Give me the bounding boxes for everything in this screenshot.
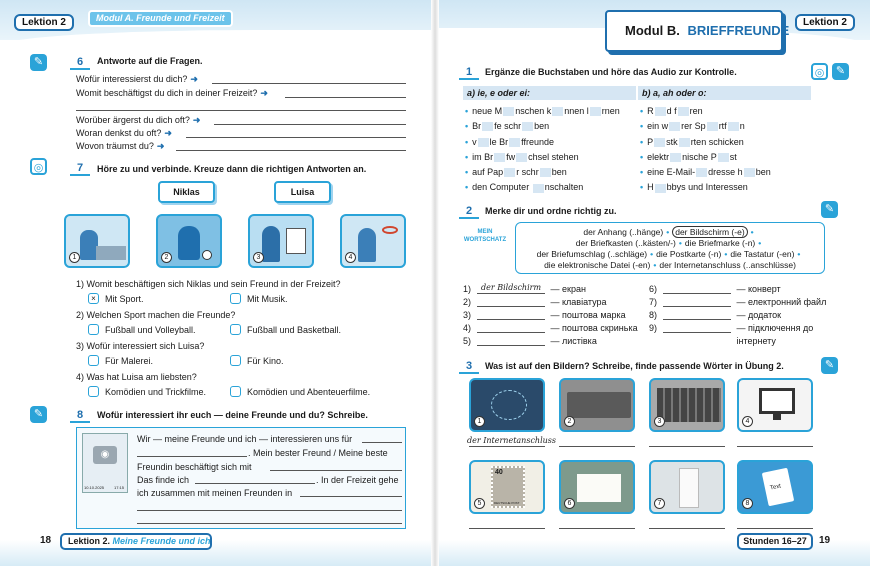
arrow-icon: ➜ (190, 74, 198, 84)
b-item (640, 104, 810, 119)
task-6-q5: Wovon träumst du? ➜ (76, 141, 165, 151)
a-item (465, 180, 635, 195)
task-2-title: Merke dir und ordne richtig zu. (485, 206, 617, 216)
letter-gap-input[interactable] (669, 122, 680, 131)
vocab-word: der Internetanschluss (..anschlüsse) (659, 260, 796, 270)
phone-time: 17:15 (114, 485, 125, 490)
answer-line[interactable] (186, 137, 406, 138)
translation-text: — поштова скринька (548, 323, 638, 333)
answer-line[interactable] (469, 446, 545, 447)
letter-gap-input[interactable] (655, 107, 666, 116)
translation-text: — екран (548, 284, 586, 294)
letter-gap-input[interactable] (540, 168, 551, 177)
letter-gap-input[interactable] (678, 107, 689, 116)
word-fragment: fw (506, 151, 516, 162)
vocab-word: der Anhang (..hänge) (583, 227, 664, 237)
task-6-title: Antworte auf die Fragen. (97, 56, 203, 66)
word-fragment: nnen l (564, 106, 589, 116)
handwritten-answer: der Bildschirm (481, 283, 542, 292)
pencil-icon: ✎ (30, 406, 47, 423)
picture-number: 3 (654, 416, 665, 427)
checkbox-4a[interactable] (88, 386, 99, 397)
translation-row (649, 297, 826, 309)
picture-number: 2 (161, 252, 172, 263)
word-fragment: H (647, 182, 654, 193)
bullet-icon: • (465, 151, 469, 162)
name-box-niklas: Niklas (158, 181, 215, 203)
answer-line[interactable] (137, 523, 402, 524)
translation-row (649, 284, 781, 296)
letter-gap-input[interactable] (482, 122, 493, 131)
a-item (465, 150, 635, 165)
translation-text: інтернету (734, 336, 776, 346)
word-fragment: v (472, 136, 477, 147)
arrow-icon: ➜ (156, 141, 165, 151)
bullet-icon: • (465, 167, 469, 178)
translation-text: — електронний файл (734, 297, 827, 307)
answer-line[interactable] (649, 446, 725, 447)
answer-1b: Mit Musik. (247, 294, 288, 304)
a-item (465, 104, 635, 119)
word-fragment: le Br (489, 136, 509, 147)
word-fragment: ren (689, 106, 703, 116)
bullet-icon: • (465, 182, 469, 193)
phone-date: 10.10.2025 (84, 485, 105, 490)
vocab-word: die elektronische Datei (-en) (544, 260, 651, 270)
vocab-word: die Briefmarke (-n) (684, 238, 756, 248)
pencil-icon: ✎ (821, 357, 838, 374)
a-item (465, 119, 635, 134)
answer-blank[interactable] (663, 323, 731, 333)
picture-number: 1 (69, 252, 80, 263)
vocab-word: die Tastatur (-en) (730, 249, 795, 259)
bullet-icon: • (640, 167, 644, 178)
word-fragment: ben (551, 167, 567, 178)
right-lektion-tab: Lektion 2 (795, 14, 855, 31)
answer-4b: Komödien und Abenteuerfilme. (247, 387, 371, 397)
word-fragment: fe schr (494, 121, 522, 132)
camera-icon: ◉ (93, 446, 117, 464)
answer-blank[interactable] (477, 310, 545, 320)
handwritten-answer: der Internetanschluss (467, 436, 556, 445)
task-8-title: Wofür interessiert ihr euch — deine Freunde und du? Schreibe. (97, 410, 368, 420)
task-8-line-3: Freundin beschäftigt sich mit (137, 462, 252, 472)
picture-number: 5 (474, 498, 485, 509)
word-fragment: Br (472, 121, 482, 132)
pencil-icon: ✎ (832, 63, 849, 80)
translation-row (463, 323, 638, 335)
picture-4 (737, 378, 813, 432)
answer-blank[interactable] (477, 284, 545, 294)
answer-blank[interactable] (663, 284, 731, 294)
arrow-icon: ➜ (164, 128, 172, 138)
answer-2b: Fußball und Basketball. (247, 325, 342, 335)
task-6-q2: Womit beschäftigst du dich in deiner Freizeit? ➜ (76, 88, 268, 98)
word-fragment: P (647, 136, 654, 147)
picture-2 (559, 378, 635, 432)
badge-line-2: WORTSCHATZ (463, 237, 507, 243)
answer-line[interactable] (137, 510, 402, 511)
letter-gap-input[interactable] (516, 153, 527, 162)
vocab-word: der Briefumschlag (..schläge) (536, 249, 648, 259)
book-gutter (431, 0, 439, 566)
picture-number: 6 (564, 498, 575, 509)
vocab-row-4: die elektronische Datei (-en) • der Internetanschluss (..anschlüsse) (544, 260, 796, 270)
translation-text: — поштова марка (548, 310, 626, 320)
audio-icon[interactable]: ◎ (811, 63, 828, 80)
answer-1a: Mit Sport. (105, 294, 144, 304)
letter-gap-input[interactable] (707, 122, 718, 131)
row-number: 9) (649, 323, 658, 333)
boy-illustration (358, 228, 376, 262)
player-illustration (178, 226, 200, 260)
letter-gap-input[interactable] (696, 168, 707, 177)
word-fragment: R (647, 106, 654, 116)
translation-text: — підключення до (734, 323, 814, 333)
letter-gap-input[interactable] (509, 138, 520, 147)
word-fragment: ben (755, 167, 771, 178)
word-fragment: rten schicken (690, 136, 744, 147)
picture-3 (649, 378, 725, 432)
answer-line[interactable] (469, 528, 545, 529)
picture-number: 4 (742, 416, 753, 427)
stamp-text: DEUTSCHE POST (494, 501, 520, 505)
answer-blank[interactable] (663, 310, 731, 320)
picture-number: 8 (742, 498, 753, 509)
task-8-line-6: ich zusammen mit meinen Freunden in (137, 488, 293, 498)
file-label: Text (769, 483, 782, 492)
letter-gap-input[interactable] (552, 107, 563, 116)
pencil-icon: ✎ (30, 54, 47, 71)
letter-gap-input[interactable] (654, 138, 665, 147)
letter-gap-input[interactable] (655, 184, 666, 193)
task-8-line-2: . Mein bester Freund / Meine beste (248, 448, 388, 458)
answer-line[interactable] (214, 124, 406, 125)
word-fragment: elektr (647, 151, 670, 162)
footer-lektion: Lektion 2. (68, 536, 111, 546)
letter-gap-input[interactable] (728, 122, 739, 131)
translation-row (463, 310, 626, 322)
word-fragment: den Computer (472, 182, 532, 193)
word-fragment: r schr (516, 167, 539, 178)
picture-number: 2 (564, 416, 575, 427)
task-3-title: Was ist auf den Bildern? Schreibe, finde passende Wörter in Übung 2. (485, 361, 784, 371)
bullet-icon: • (640, 106, 644, 116)
letter-gap-input[interactable] (533, 184, 544, 193)
task-3-number: 3 (459, 358, 479, 374)
row-number: 8) (649, 310, 658, 320)
column-header-b: b) a, ah oder o: (638, 86, 811, 100)
monitor-stand (773, 414, 781, 420)
picture-number: 1 (474, 416, 485, 427)
column-header-a: a) ie, e oder ei: (463, 86, 636, 100)
translation-row (649, 323, 813, 335)
task-1-number: 1 (459, 64, 479, 80)
pencil-icon: ✎ (821, 201, 838, 218)
left-lektion-tab: Lektion 2 (14, 14, 74, 31)
answer-line[interactable] (285, 97, 406, 98)
stunden-tab: Stunden 16–27 (737, 533, 813, 550)
word-fragment: eine E-Mail- (647, 167, 696, 178)
bullet-icon: • (465, 136, 469, 147)
task-6-number: 6 (70, 54, 90, 70)
task-1-title: Ergänze die Buchstaben und höre das Audio zur Kontrolle. (485, 67, 737, 77)
answer-line[interactable] (649, 528, 725, 529)
task-7-q4: 4) Was hat Luisa am liebsten? (76, 372, 197, 382)
stamp-illustration (491, 466, 525, 508)
answer-line[interactable] (76, 110, 406, 111)
task-7-title: Höre zu und verbinde. Kreuze dann die richtigen Antworten an. (97, 164, 367, 174)
checkbox-1b[interactable] (230, 293, 241, 304)
picture-8 (737, 460, 813, 514)
picture-number: 4 (345, 252, 356, 263)
task-8-line-5: . In der Freizeit gehe (316, 475, 399, 485)
word-fragment: rtf (718, 121, 727, 132)
picture-number: 7 (654, 498, 665, 509)
b-item (640, 135, 810, 150)
girl-illustration (262, 226, 280, 262)
right-page (439, 0, 870, 566)
picture-4 (340, 214, 406, 268)
modul-b-label: Modul B. (625, 23, 680, 38)
checkbox-4b[interactable] (230, 386, 241, 397)
letter-gap-input[interactable] (670, 153, 681, 162)
letter-gap-input[interactable] (503, 107, 514, 116)
word-fragment: rer Sp (681, 121, 706, 132)
picture-6 (559, 460, 635, 514)
picture-5 (469, 460, 545, 514)
row-number: 6) (649, 284, 658, 294)
letter-gap-input[interactable] (478, 138, 489, 147)
letter-gap-input[interactable] (522, 122, 533, 131)
word-fragment: dresse h (708, 167, 743, 178)
postcard-illustration (679, 468, 699, 508)
picture-2 (156, 214, 222, 268)
b-item (640, 165, 810, 180)
vocab-word: die Postkarte (-n) (656, 249, 722, 259)
answer-3a: Für Malerei. (105, 356, 154, 366)
wortschatz-badge (461, 228, 509, 244)
translation-text: — додаток (734, 310, 782, 320)
answer-line[interactable] (737, 446, 813, 447)
vocabulary-box (515, 222, 825, 274)
page-number-right: 19 (819, 535, 831, 546)
footer-title: Meine Freunde und ich (112, 536, 211, 546)
word-fragment: auf Pap (472, 167, 504, 178)
picture-7 (649, 460, 725, 514)
column-a-list (465, 104, 635, 196)
answer-3b: Für Kino. (247, 356, 284, 366)
left-footer-tab (60, 533, 212, 550)
vocab-word: der Briefkasten (..kästen/-) (575, 238, 676, 248)
task-6-q3: Worüber ärgerst du dich oft? ➜ (76, 115, 201, 125)
vocab-word-circled: der Bildschirm (-e) (672, 226, 747, 238)
keyboard-illustration (657, 388, 721, 422)
answer-blank[interactable] (477, 297, 545, 307)
easel-illustration (286, 228, 306, 254)
checkbox-1a[interactable]: × (88, 293, 99, 304)
desk-illustration (96, 246, 126, 260)
answer-line[interactable] (362, 442, 402, 443)
b-item (640, 180, 810, 195)
page-number-left: 18 (40, 535, 52, 546)
vocab-row-1: der Anhang (..hänge) • der Bildschirm (-e) • (583, 227, 754, 237)
translation-row (463, 336, 597, 348)
translation-row (463, 297, 607, 309)
answer-blank[interactable] (477, 336, 545, 346)
a-item (465, 165, 635, 180)
answer-2a: Fußball und Volleyball. (105, 325, 196, 335)
letter-gap-input[interactable] (718, 153, 729, 162)
answer-blank[interactable] (477, 323, 545, 333)
mailbox-illustration (567, 392, 631, 418)
file-illustration (762, 468, 795, 507)
word-fragment: n (739, 121, 745, 132)
answer-blank[interactable] (663, 297, 731, 307)
hoop-illustration (382, 226, 398, 234)
word-fragment: nschalten (544, 182, 584, 193)
word-fragment: bbys und Interessen (666, 182, 748, 193)
translation-text: — клавіатура (548, 297, 607, 307)
modul-b-title: BRIEFFREUNDE (687, 23, 790, 38)
translation-text: — листівка (548, 336, 597, 346)
b-item (640, 119, 810, 134)
answer-4a: Komödien und Trickfilme. (105, 387, 207, 397)
monitor-illustration (759, 388, 795, 414)
arrow-icon: ➜ (192, 115, 201, 125)
answer-line[interactable] (212, 83, 406, 84)
left-modul-banner: Modul A. Freunde und Freizeit (88, 10, 233, 27)
translation-row (649, 336, 776, 348)
answer-line[interactable] (137, 456, 247, 457)
checkbox-2a[interactable] (88, 324, 99, 335)
answer-line[interactable] (195, 483, 315, 484)
task-7-number: 7 (70, 160, 90, 176)
picture-1 (64, 214, 130, 268)
translation-row (649, 310, 781, 322)
checkbox-3a[interactable] (88, 355, 99, 366)
letter-gap-input[interactable] (744, 168, 755, 177)
right-modul-banner (605, 10, 790, 52)
letter-gap-input[interactable] (494, 153, 505, 162)
row-number: 5) (463, 336, 472, 346)
column-b-list (640, 104, 810, 196)
audio-icon[interactable]: ◎ (30, 158, 47, 175)
checkbox-2b[interactable] (230, 324, 241, 335)
translation-text: — конверт (734, 284, 781, 294)
picture-3 (248, 214, 314, 268)
word-fragment: ben (534, 121, 550, 132)
word-fragment: nschen k (515, 106, 552, 116)
row-number: 1) (463, 284, 472, 294)
letter-gap-input[interactable] (590, 107, 601, 116)
translation-row (463, 284, 586, 296)
task-7-q2: 2) Welchen Sport machen die Freunde? (76, 310, 236, 320)
bullet-icon: • (640, 182, 644, 193)
network-illustration (491, 390, 527, 420)
bullet-icon: • (465, 106, 469, 116)
word-fragment: rnen (601, 106, 620, 116)
row-number: 4) (463, 323, 472, 333)
vocab-row-2: der Briefkasten (..kästen/-) • die Briefmarke (-n) • (575, 238, 762, 248)
row-number: 2) (463, 297, 472, 307)
badge-line-1: MEIN (477, 229, 493, 235)
answer-line[interactable] (737, 528, 813, 529)
word-fragment: chsel stehen (528, 151, 579, 162)
ball-illustration (202, 250, 212, 260)
task-8-line-4: Das finde ich (137, 475, 190, 485)
answer-line[interactable] (270, 470, 402, 471)
task-8-line-1: Wir — meine Freunde und ich — interessieren uns für (137, 434, 353, 444)
picture-1 (469, 378, 545, 432)
task-8-number: 8 (70, 407, 90, 423)
picture-number: 3 (253, 252, 264, 263)
word-fragment: stk (666, 136, 678, 147)
word-fragment: im Br (472, 151, 494, 162)
task-2-number: 2 (459, 203, 479, 219)
bullet-icon: • (465, 121, 469, 132)
task-6-q4: Woran denkst du oft? ➜ (76, 128, 172, 138)
checkbox-3b[interactable] (230, 355, 241, 366)
name-box-luisa: Luisa (274, 181, 331, 203)
bullet-icon: • (640, 151, 644, 162)
task-6-q1: Wofür interessierst du dich? ➜ (76, 74, 198, 84)
letter-gap-input[interactable] (679, 138, 690, 147)
envelope-illustration (577, 474, 621, 502)
letter-gap-input[interactable] (504, 168, 515, 177)
word-fragment: st (729, 151, 737, 162)
answer-line[interactable] (300, 496, 402, 497)
word-fragment: d f (666, 106, 677, 116)
b-item (640, 150, 810, 165)
task-7-q3: 3) Wofür interessiert sich Luisa? (76, 341, 205, 351)
word-fragment: ein w (647, 121, 669, 132)
vocab-row-3: der Briefumschlag (..schläge) • die Postkarte (-n) • die Tastatur (-en) • (536, 249, 801, 259)
row-number: 3) (463, 310, 472, 320)
a-item (465, 135, 635, 150)
task-7-q1: 1) Womit beschäftigen sich Niklas und sein Freund in der Freizeit? (76, 279, 341, 289)
bullet-icon: • (640, 121, 644, 132)
bullet-icon: • (640, 136, 644, 147)
row-number: 7) (649, 297, 658, 307)
stamp-value: 40 (495, 469, 503, 476)
word-fragment: neue M (472, 106, 503, 116)
answer-line[interactable] (559, 446, 635, 447)
word-fragment: nische P (682, 151, 717, 162)
word-fragment: ffreunde (521, 136, 555, 147)
phone-frame (82, 433, 128, 493)
arrow-icon: ➜ (260, 88, 268, 98)
answer-line[interactable] (176, 150, 406, 151)
answer-line[interactable] (559, 528, 635, 529)
